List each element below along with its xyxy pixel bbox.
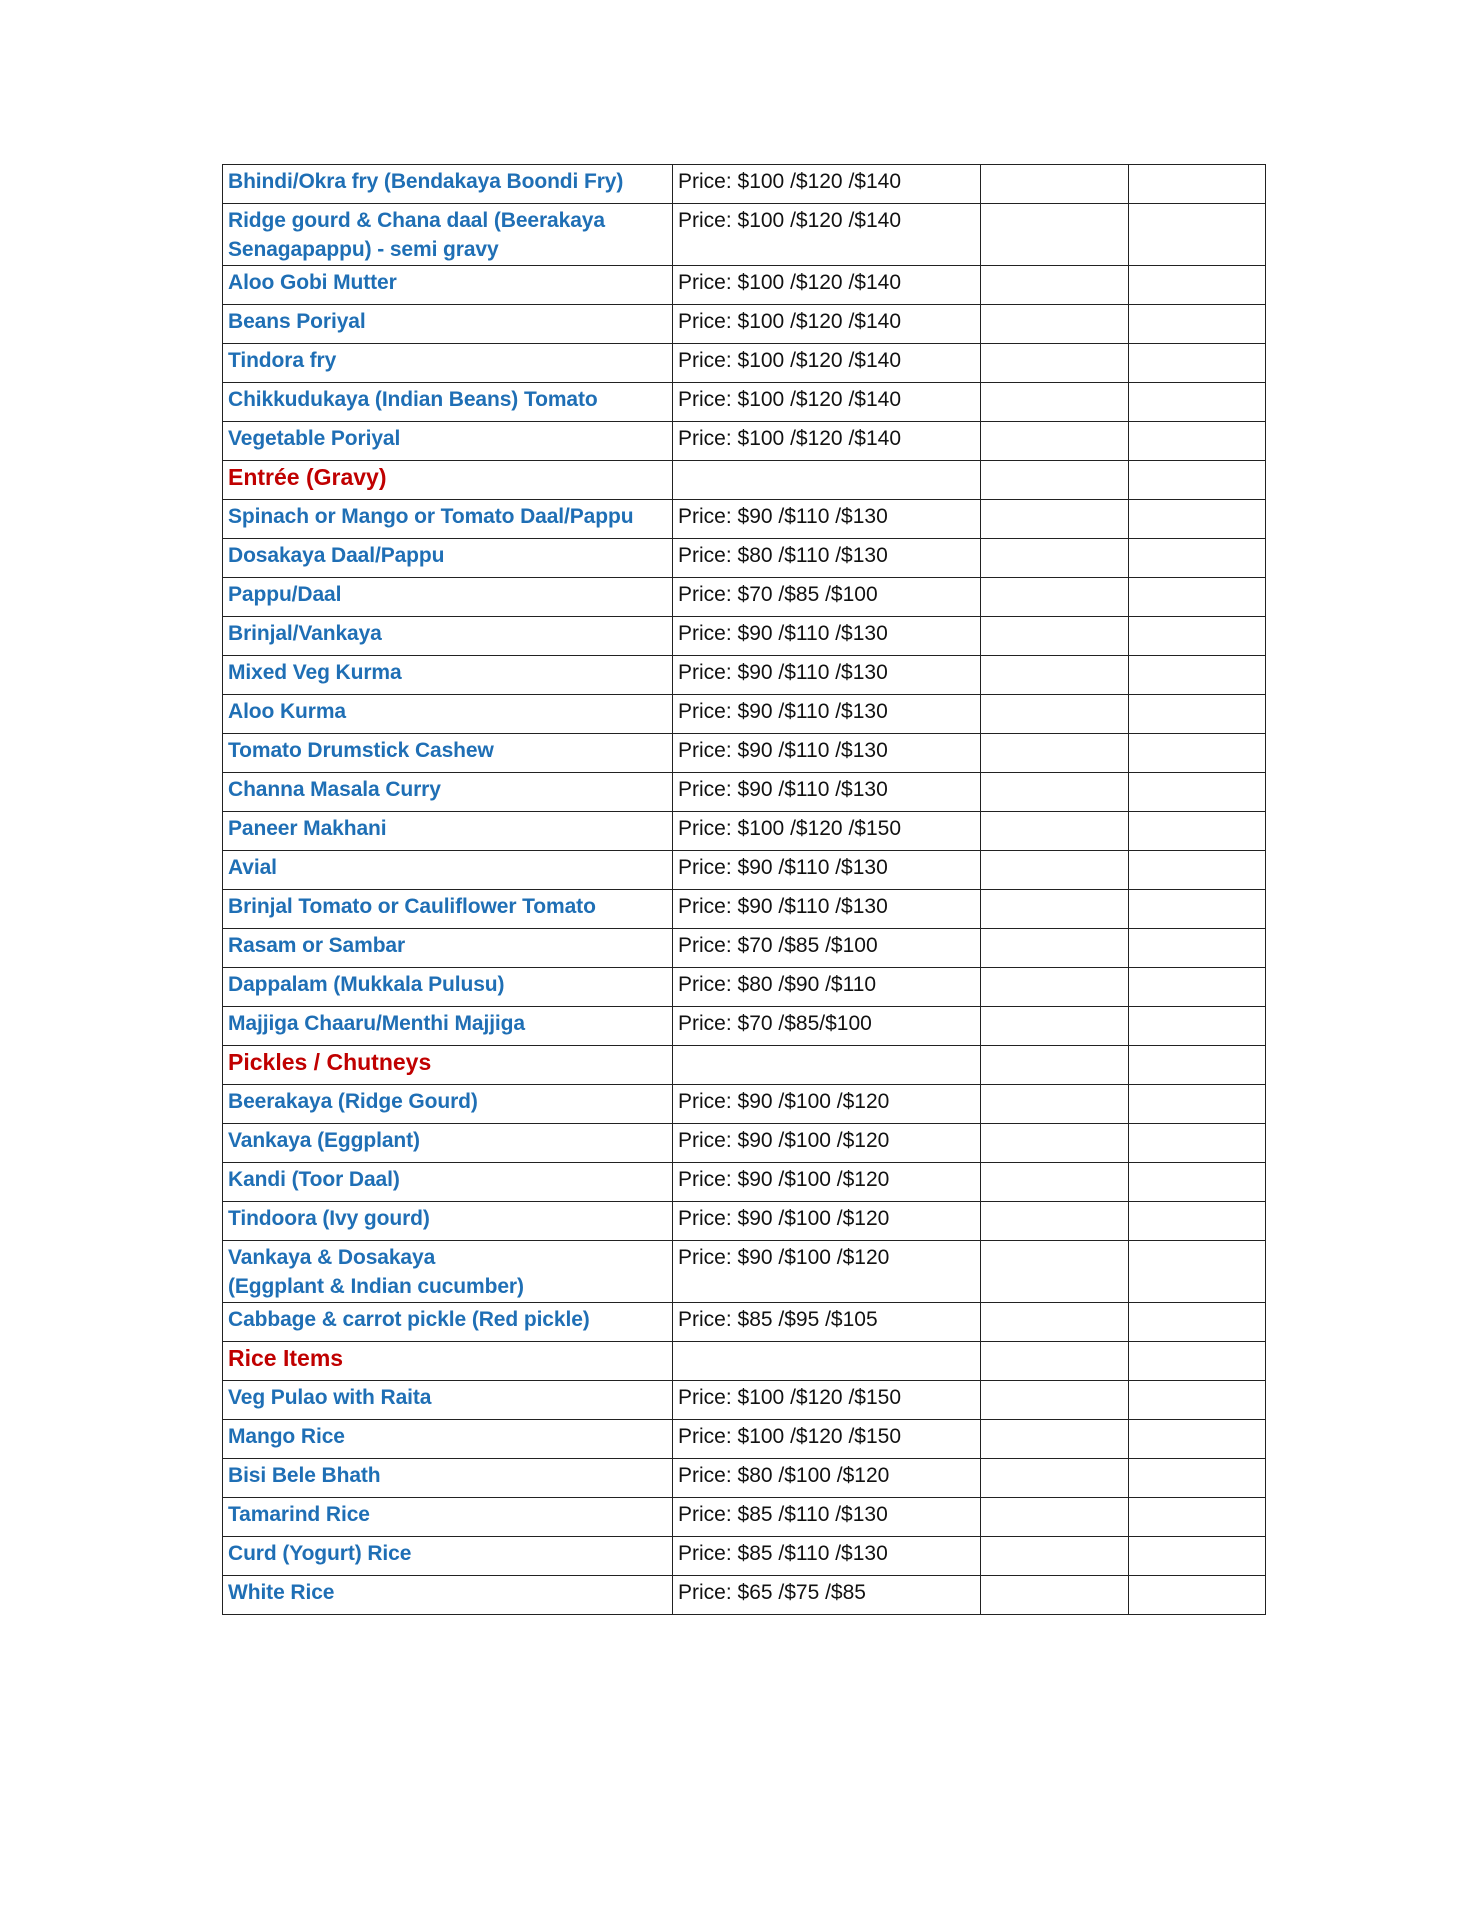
blank-cell [981,812,1129,851]
blank-cell [981,890,1129,929]
item-price: Price: $65 /$75 /$85 [673,1576,981,1615]
menu-item-row [223,1241,1266,1303]
item-name: Tindoora (Ivy gourd) [223,1202,673,1241]
item-price: Price: $90 /$110 /$130 [673,773,981,812]
blank-cell [1129,734,1266,773]
item-price: Price: $100 /$120 /$140 [673,344,981,383]
blank-cell [981,1498,1129,1537]
item-name: Brinjal/Vankaya [223,617,673,656]
menu-item-row [223,656,1266,695]
item-name: Avial [223,851,673,890]
item-price: Price: $100 /$120 /$140 [673,165,981,204]
blank-cell [1129,204,1266,266]
blank-cell [981,929,1129,968]
item-name: Cabbage & carrot pickle (Red pickle) [223,1303,673,1342]
blank-cell [981,1381,1129,1420]
item-price: Price: $85 /$110 /$130 [673,1537,981,1576]
section-title: Rice Items [223,1342,673,1381]
item-price: Price: $90 /$100 /$120 [673,1163,981,1202]
blank-cell [1129,578,1266,617]
item-price: Price: $100 /$120 /$150 [673,1381,981,1420]
menu-price-table [222,164,1266,1615]
blank-cell [1129,461,1266,500]
menu-item-row [223,500,1266,539]
item-name: Kandi (Toor Daal) [223,1163,673,1202]
item-name: Bhindi/Okra fry (Bendakaya Boondi Fry) [223,165,673,204]
blank-cell [981,578,1129,617]
menu-item-row [223,165,1266,204]
blank-cell [981,617,1129,656]
blank-cell [981,1163,1129,1202]
menu-item-row [223,1459,1266,1498]
blank-cell [981,461,1129,500]
section-header-row [223,1046,1266,1085]
item-price: Price: $90 /$100 /$120 [673,1085,981,1124]
blank-cell [1129,851,1266,890]
item-price: Price: $80 /$100 /$120 [673,1459,981,1498]
blank-cell [981,500,1129,539]
item-price [673,1342,981,1381]
menu-item-row [223,851,1266,890]
blank-cell [1129,656,1266,695]
menu-item-row [223,422,1266,461]
blank-cell [981,695,1129,734]
menu-item-row [223,1420,1266,1459]
menu-item-row [223,1007,1266,1046]
blank-cell [981,165,1129,204]
item-name: Aloo Kurma [223,695,673,734]
item-name: Curd (Yogurt) Rice [223,1537,673,1576]
menu-item-row [223,1576,1266,1615]
blank-cell [981,1124,1129,1163]
blank-cell [981,851,1129,890]
section-title: Pickles / Chutneys [223,1046,673,1085]
blank-cell [981,734,1129,773]
blank-cell [1129,773,1266,812]
item-price: Price: $100 /$120 /$140 [673,422,981,461]
blank-cell [981,1007,1129,1046]
item-price: Price: $90 /$110 /$130 [673,500,981,539]
blank-cell [1129,305,1266,344]
item-price: Price: $70 /$85 /$100 [673,929,981,968]
item-name: Beans Poriyal [223,305,673,344]
blank-cell [981,305,1129,344]
blank-cell [1129,1241,1266,1303]
section-header-row [223,1342,1266,1381]
blank-cell [981,773,1129,812]
item-price: Price: $90 /$110 /$130 [673,890,981,929]
blank-cell [1129,539,1266,578]
blank-cell [1129,1085,1266,1124]
blank-cell [1129,266,1266,305]
item-price: Price: $100 /$120 /$140 [673,305,981,344]
menu-item-row [223,1202,1266,1241]
item-name: Mixed Veg Kurma [223,656,673,695]
blank-cell [981,1303,1129,1342]
item-price [673,461,981,500]
item-price: Price: $100 /$120 /$140 [673,383,981,422]
blank-cell [981,1085,1129,1124]
menu-item-row [223,1381,1266,1420]
blank-cell [981,1459,1129,1498]
item-price: Price: $90 /$110 /$130 [673,734,981,773]
item-name: Ridge gourd & Chana daal (Beerakaya Senagapappu) - semi gravy [223,204,673,266]
blank-cell [1129,1007,1266,1046]
item-price: Price: $90 /$100 /$120 [673,1241,981,1303]
menu-table-body [223,165,1266,1615]
item-price: Price: $100 /$120 /$140 [673,266,981,305]
blank-cell [1129,968,1266,1007]
blank-cell [1129,1124,1266,1163]
blank-cell [1129,1303,1266,1342]
item-price: Price: $90 /$110 /$130 [673,695,981,734]
blank-cell [981,204,1129,266]
item-price: Price: $70 /$85 /$100 [673,578,981,617]
item-name: Chikkudukaya (Indian Beans) Tomato [223,383,673,422]
menu-item-row [223,204,1266,266]
blank-cell [1129,500,1266,539]
blank-cell [981,968,1129,1007]
menu-item-row [223,890,1266,929]
item-name: Dosakaya Daal/Pappu [223,539,673,578]
blank-cell [981,1342,1129,1381]
item-name: Mango Rice [223,1420,673,1459]
blank-cell [981,422,1129,461]
blank-cell [1129,695,1266,734]
menu-item-row [223,695,1266,734]
item-price: Price: $90 /$110 /$130 [673,851,981,890]
item-price: Price: $90 /$110 /$130 [673,617,981,656]
blank-cell [1129,1576,1266,1615]
menu-item-row [223,773,1266,812]
item-price: Price: $90 /$110 /$130 [673,656,981,695]
blank-cell [1129,1459,1266,1498]
blank-cell [981,1576,1129,1615]
blank-cell [981,539,1129,578]
item-price: Price: $90 /$100 /$120 [673,1202,981,1241]
menu-item-row [223,1163,1266,1202]
menu-item-row [223,539,1266,578]
item-price [673,1046,981,1085]
item-name: Paneer Makhani [223,812,673,851]
item-name: Bisi Bele Bhath [223,1459,673,1498]
menu-item-row [223,383,1266,422]
menu-item-row [223,305,1266,344]
blank-cell [981,1202,1129,1241]
item-price: Price: $85 /$110 /$130 [673,1498,981,1537]
item-name: White Rice [223,1576,673,1615]
item-price: Price: $70 /$85/$100 [673,1007,981,1046]
blank-cell [1129,165,1266,204]
blank-cell [981,383,1129,422]
blank-cell [1129,812,1266,851]
blank-cell [1129,344,1266,383]
item-name: Majjiga Chaaru/Menthi Majjiga [223,1007,673,1046]
menu-item-row [223,344,1266,383]
item-name: Brinjal Tomato or Cauliflower Tomato [223,890,673,929]
blank-cell [1129,1381,1266,1420]
item-name: Vankaya & Dosakaya (Eggplant & Indian cucumber) [223,1241,673,1303]
blank-cell [1129,1202,1266,1241]
blank-cell [981,1537,1129,1576]
menu-item-row [223,578,1266,617]
blank-cell [1129,1046,1266,1085]
blank-cell [1129,422,1266,461]
item-price: Price: $100 /$120 /$140 [673,204,981,266]
item-name: Channa Masala Curry [223,773,673,812]
menu-item-row [223,1085,1266,1124]
blank-cell [1129,1498,1266,1537]
item-name: Vegetable Poriyal [223,422,673,461]
menu-item-row [223,734,1266,773]
item-name: Pappu/Daal [223,578,673,617]
blank-cell [981,1420,1129,1459]
item-name: Tindora fry [223,344,673,383]
section-header-row [223,461,1266,500]
menu-item-row [223,812,1266,851]
item-price: Price: $80 /$110 /$130 [673,539,981,578]
blank-cell [1129,1163,1266,1202]
blank-cell [981,266,1129,305]
item-price: Price: $85 /$95 /$105 [673,1303,981,1342]
menu-item-row [223,1537,1266,1576]
menu-item-row [223,1303,1266,1342]
blank-cell [981,656,1129,695]
item-price: Price: $80 /$90 /$110 [673,968,981,1007]
menu-item-row [223,266,1266,305]
blank-cell [981,1046,1129,1085]
blank-cell [1129,890,1266,929]
item-name: Rasam or Sambar [223,929,673,968]
menu-item-row [223,617,1266,656]
item-name: Spinach or Mango or Tomato Daal/Pappu [223,500,673,539]
blank-cell [1129,1537,1266,1576]
blank-cell [981,344,1129,383]
item-name: Dappalam (Mukkala Pulusu) [223,968,673,1007]
section-title: Entrée (Gravy) [223,461,673,500]
item-price: Price: $90 /$100 /$120 [673,1124,981,1163]
menu-item-row [223,1498,1266,1537]
item-price: Price: $100 /$120 /$150 [673,1420,981,1459]
item-name: Aloo Gobi Mutter [223,266,673,305]
item-name: Vankaya (Eggplant) [223,1124,673,1163]
menu-item-row [223,968,1266,1007]
menu-item-row [223,929,1266,968]
blank-cell [981,1241,1129,1303]
blank-cell [1129,1420,1266,1459]
blank-cell [1129,929,1266,968]
item-name: Tomato Drumstick Cashew [223,734,673,773]
item-name: Tamarind Rice [223,1498,673,1537]
blank-cell [1129,383,1266,422]
item-name: Veg Pulao with Raita [223,1381,673,1420]
blank-cell [1129,617,1266,656]
item-name: Beerakaya (Ridge Gourd) [223,1085,673,1124]
item-price: Price: $100 /$120 /$150 [673,812,981,851]
blank-cell [1129,1342,1266,1381]
menu-item-row [223,1124,1266,1163]
